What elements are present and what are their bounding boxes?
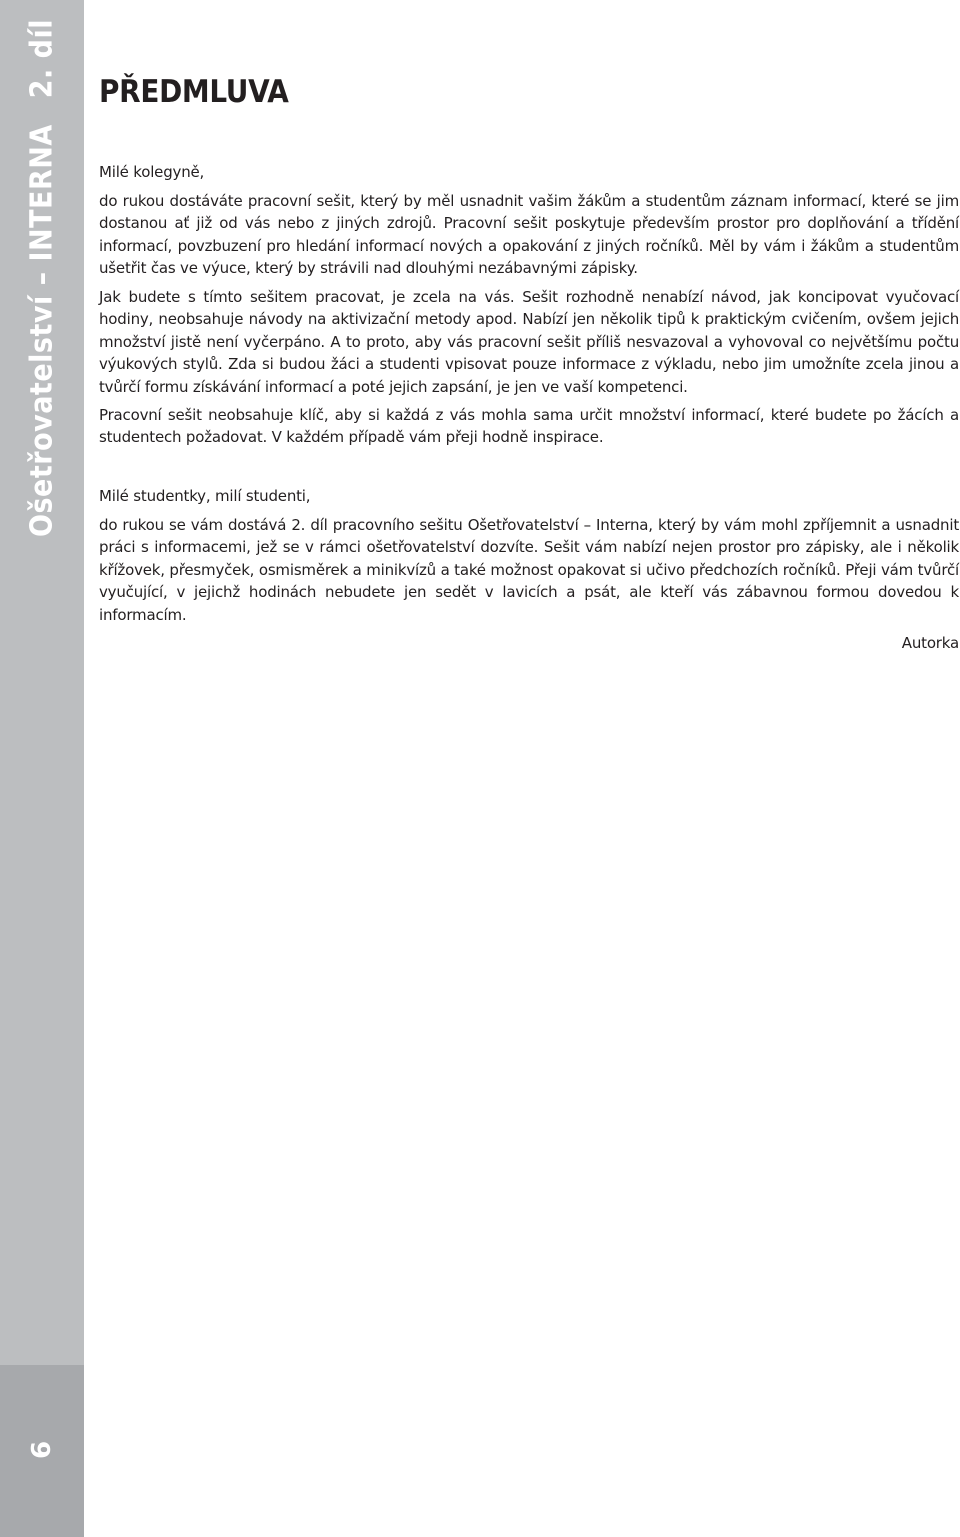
page-number: 6 [27,1440,57,1460]
students-paragraph-1: do rukou se vám dostává 2. díl pracovního sešitu Ošetřovatelství – Interna, který by vám mohl zpříjemnit a usnadnit práci s informacemi, jež se v rámci ošetřovatelství dozvíte. Sešit vám nabízí nejen prostor pro zápisky, ale i několik křížovek, přesmyček, osmisměrek a minikvízů a také možnost opakovat si učivo předchozích ročníků. Přeji vám tvůrčí vyučující, v jejichž hodinách nebudete jen sedět v lavicích a psát, ale kteří vás zábavnou formou dovedou k informacím. [99,516,959,624]
sidebar-title-book: Ošetřovatelství – INTERNA [24,124,60,537]
sidebar-title [25,19,60,537]
teachers-paragraph-3: Pracovní sešit neobsahuje klíč, aby si každá z vás mohla sama určit množství informací, které budete po žácích a studentech požadovat. V každém případě vám přeji hodně inspirace. [99,406,959,447]
sidebar [0,0,84,1537]
teachers-paragraph-2: Jak budete s tímto sešitem pracovat, je zcela na vás. Sešit rozhodně nenabízí návod, jak koncipovat vyučovací hodiny, neobsahuje návody na aktivizační metody apod. Nabízí jen několik tipů k praktickým cvičením, ovšem jejich množství jistě není vyčerpáno. A to proto, aby vás pracovní sešit příliš nesvazoval a vyhovoval co největšímu počtu výukových stylů. Zda si budou žáci a studenti vpisovat pouze informace z výkladu, nebo jim umožníte zcela jinou a tvůrčí formu získávání informací a poté jejich zapsání, je jen ve vaší kompetenci. [99,288,959,396]
page-title: PŘEDMLUVA [99,74,289,110]
author-signature: Autorka [901,634,959,652]
sidebar-title-volume: 2. díl [24,19,60,99]
teachers-greeting: Milé kolegyně, [99,163,205,181]
teachers-paragraph-1: do rukou dostáváte pracovní sešit, který by měl usnadnit vašim žákům a studentům záznam informací, které se jim dostanou ať již od vás nebo z jiných zdrojů. Pracovní sešit poskytuje především prostor pro doplňování a třídění informací, povzbuzení pro hledání informací nových a opakování z jiných ročníků. Měl by vám i žákům a studentům ušetřit čas ve výuce, který by strávili nad dlouhými nezábavnými zápisky. [99,192,959,278]
students-greeting: Milé studentky, milí studenti, [99,487,311,505]
